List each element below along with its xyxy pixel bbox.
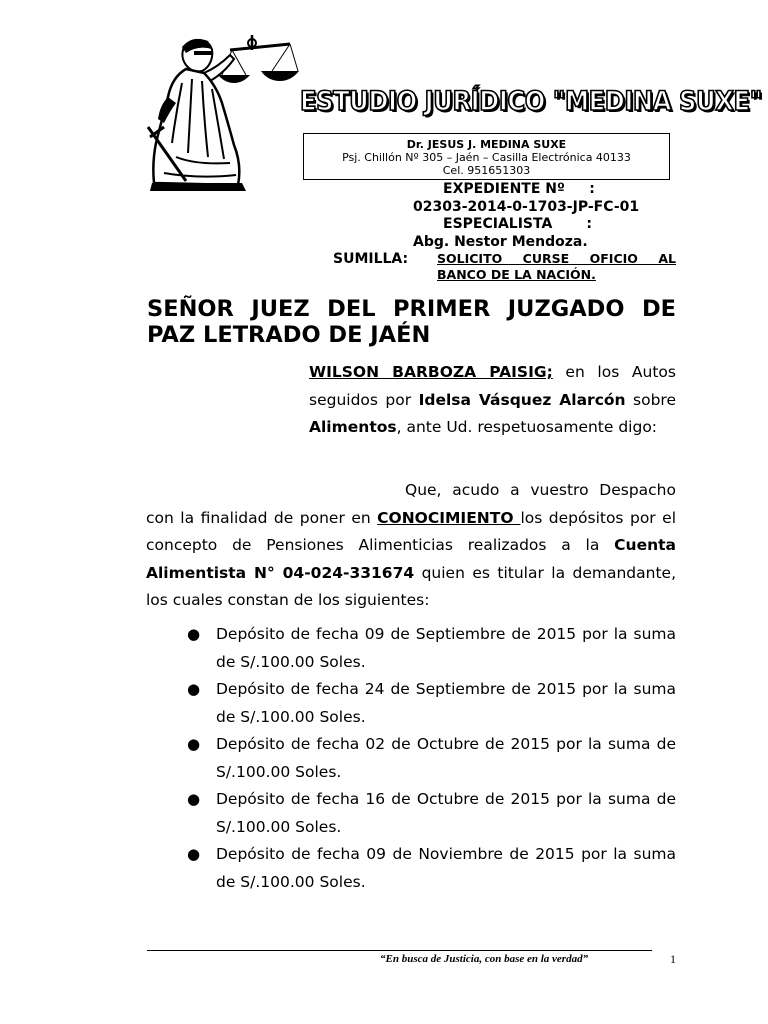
intro-text: sobre: [625, 390, 676, 409]
lady-justice-icon: [142, 33, 302, 193]
deposit-text: Depósito de fecha 09 de Noviembre de 2015 por la suma de S/.100.00 Soles.: [216, 845, 676, 891]
list-item: [187, 621, 676, 676]
phone: Cel. 951651303: [442, 164, 531, 177]
main-text: Que, acudo a vuestro Despacho con la finalidad de poner en: [146, 481, 676, 527]
deposit-text: Depósito de fecha 09 de Septiembre de 2015 por la suma de S/.100.00 Soles.: [216, 625, 676, 671]
sumilla-label: SUMILLA:: [333, 251, 409, 267]
especialista-value: Abg. Nestor Mendoza.: [413, 234, 588, 250]
deposit-text: Depósito de fecha 24 de Septiembre de 2015 por la suma de S/.100.00 Soles.: [216, 680, 676, 726]
plaintiff-name: Idelsa Vásquez Alarcón: [418, 390, 626, 409]
petitioner-name: WILSON BARBOZA PAISIG;: [309, 363, 553, 381]
bullet-icon: ●: [187, 735, 201, 753]
main-paragraph: [146, 477, 676, 615]
deposit-text: Depósito de fecha 16 de Octubre de 2015 por la suma de S/.100.00 Soles.: [216, 790, 676, 836]
main-text: quien es titular la demandante, los cuales constan de los siguientes:: [146, 563, 676, 609]
footer-motto: “En busca de Justicia, con base en la verdad”: [380, 953, 589, 965]
address: Psj. Chillón Nº 305 – Jaén – Casilla Electrónica 40133: [342, 151, 631, 164]
firm-name: ESTUDIO JURÍDICO "MEDINA SUXE": [300, 86, 762, 117]
footer-divider: [147, 950, 652, 951]
page-number: 1: [670, 952, 676, 966]
bullet-icon: ●: [187, 845, 201, 863]
list-item: [187, 786, 676, 841]
bullet-icon: ●: [187, 680, 201, 698]
expediente-value: 02303-2014-0-1703-JP-FC-01: [413, 199, 640, 215]
account-number: Cuenta Alimentista N° 04-024-331674: [146, 536, 676, 582]
sumilla-line-1: SOLICITO CURSE OFICIO AL: [437, 251, 676, 266]
bullet-icon: ●: [187, 625, 201, 643]
intro-paragraph: [309, 359, 676, 442]
list-item: [187, 731, 676, 786]
case-subject: Alimentos: [309, 418, 397, 436]
contact-box: [303, 133, 670, 180]
expediente-label: EXPEDIENTE Nº :: [443, 181, 595, 197]
deposit-list: [187, 621, 676, 896]
list-item: [187, 676, 676, 731]
sumilla-line-2: BANCO DE LA NACIÓN.: [437, 267, 596, 282]
bullet-icon: ●: [187, 790, 201, 808]
intro-text: , ante Ud. respetuosamente digo:: [396, 418, 658, 436]
conocimiento-keyword: CONOCIMIENTO: [377, 508, 521, 527]
especialista-label: ESPECIALISTA :: [443, 216, 593, 232]
intro-text: en los Autos seguidos por: [309, 363, 676, 409]
list-item: [187, 841, 676, 896]
page-title: SEÑOR JUEZ DEL PRIMER JUZGADO DE PAZ LETRADO DE JAÉN: [147, 296, 676, 348]
deposit-text: Depósito de fecha 02 de Octubre de 2015 por la suma de S/.100.00 Soles.: [216, 735, 676, 781]
main-text: los depósitos por el concepto de Pensiones Alimenticias realizados a la: [146, 508, 676, 554]
lawyer-name: Dr. JESUS J. MEDINA SUXE: [406, 138, 567, 151]
